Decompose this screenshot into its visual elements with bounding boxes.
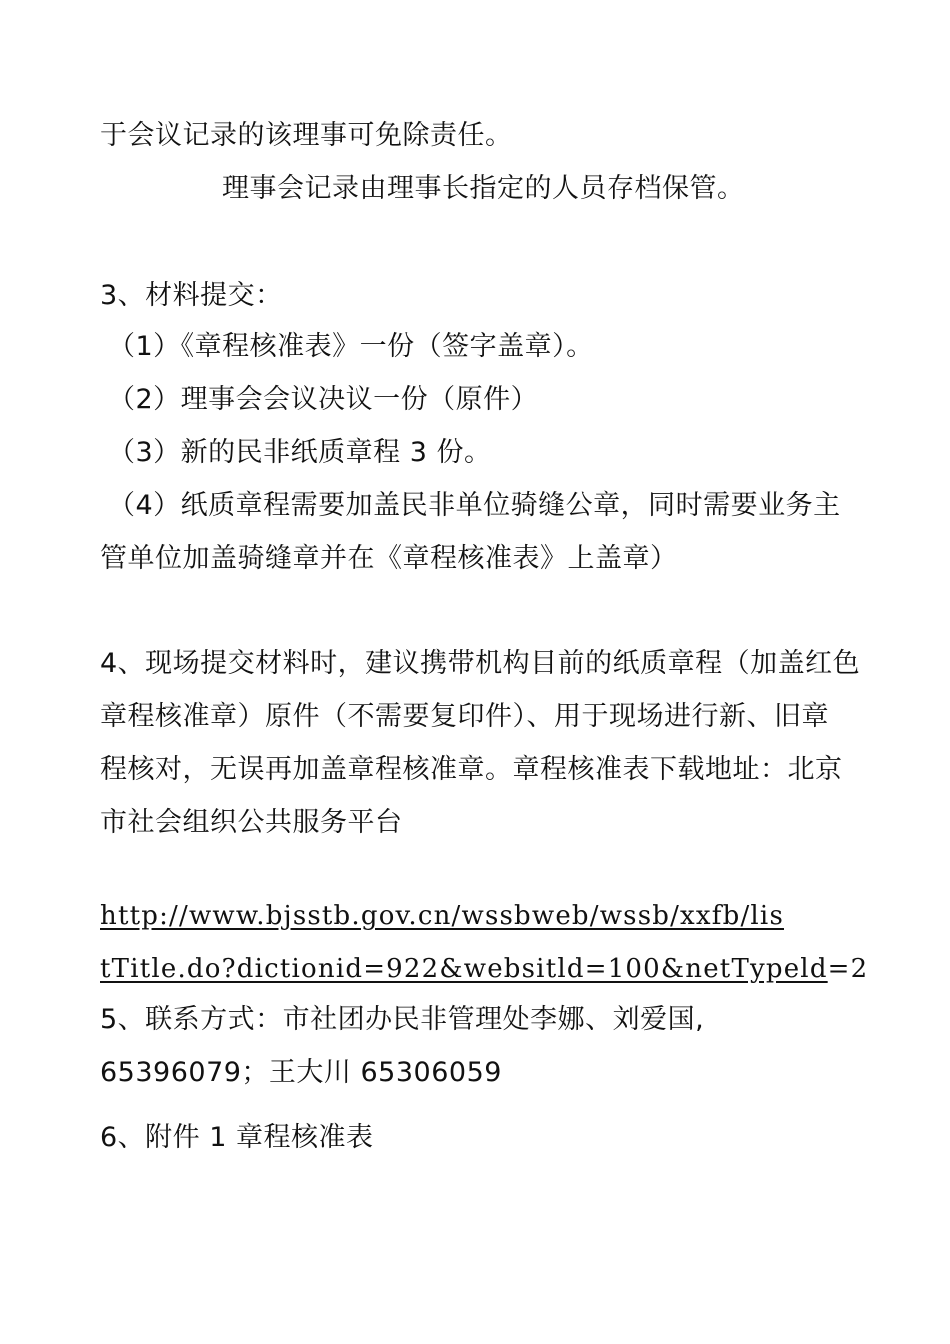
paragraph-line: 理事会记录由理事长指定的人员存档保管。 bbox=[222, 173, 745, 204]
list-item: （2）理事会会议决议一份（原件） bbox=[108, 384, 539, 415]
download-link-continued[interactable] bbox=[100, 951, 868, 987]
paragraph-line: 于会议记录的该理事可免除责任。 bbox=[100, 120, 513, 151]
attachment-line: 6、附件 1 章程核准表 bbox=[100, 1122, 374, 1153]
section-heading: 3、材料提交： bbox=[100, 280, 283, 311]
download-link-text[interactable]: http://www.bjsstb.gov.cn/wssbweb/wssb/xxfb/lis bbox=[100, 901, 784, 931]
download-link-text[interactable]: tTitle.do?dictionid=922&websitld=100&netTypeld bbox=[100, 954, 828, 984]
list-item: （1）《章程核准表》一份（签字盖章）。 bbox=[108, 331, 594, 362]
paragraph-line: 4、现场提交材料时，建议携带机构目前的纸质章程（加盖红色 bbox=[100, 648, 861, 679]
paragraph-line: 章程核准章）原件（不需要复印件）、用于现场进行新、旧章 bbox=[100, 701, 829, 732]
paragraph-line: 市社会组织公共服务平台 bbox=[100, 807, 403, 838]
contact-line: 65396079；王大川 65306059 bbox=[100, 1057, 502, 1088]
list-item-continuation: 管单位加盖骑缝章并在《章程核准表》上盖章） bbox=[100, 543, 678, 574]
list-item: （3）新的民非纸质章程 3 份。 bbox=[108, 437, 492, 468]
download-link[interactable] bbox=[100, 898, 784, 934]
list-item: （4）纸质章程需要加盖民非单位骑缝公章，同时需要业务主 bbox=[108, 490, 841, 521]
contact-line: 5、联系方式：市社团办民非管理处李娜、刘爱国, bbox=[100, 1004, 705, 1035]
link-trailing-text: =2 bbox=[827, 954, 869, 984]
paragraph-line: 程核对，无误再加盖章程核准章。章程核准表下载地址：北京 bbox=[100, 754, 843, 785]
